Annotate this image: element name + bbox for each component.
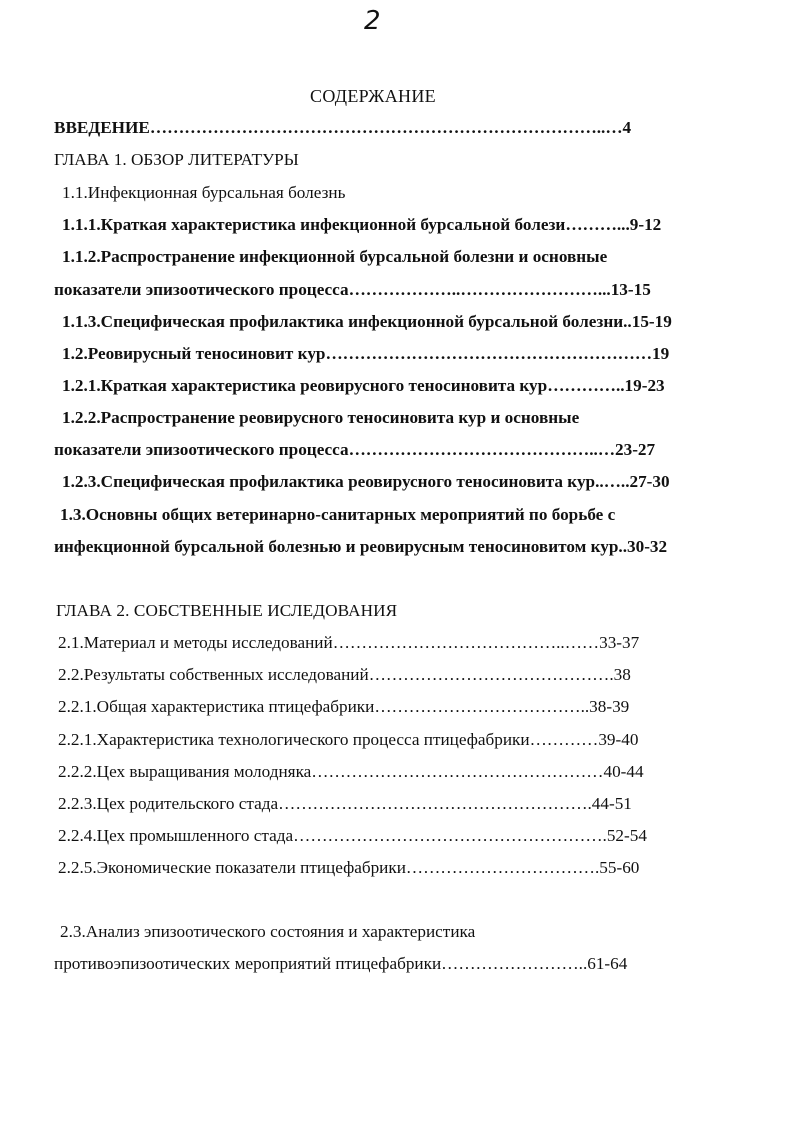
- toc-entry: 1.1.2.Распространение инфекционной бурсальной болезни и основные: [62, 247, 608, 266]
- toc-entry: 2.2.Результаты собственных исследований…………………………………….38: [58, 665, 631, 684]
- page-title: СОДЕРЖАНИЕ: [310, 86, 436, 106]
- toc-entry-continuation: инфекционной бурсальной болезнью и реовирусным теносиновитом кур..30-32: [54, 537, 668, 556]
- toc-entry-introduction: ВВЕДЕНИЕ……………………………………………………………………..…4: [54, 118, 632, 137]
- toc-entry: 2.2.3.Цех родительского стада……………………………………………….44-51: [58, 794, 632, 813]
- toc-chapter-2: ГЛАВА 2. СОБСТВЕННЫЕ ИСЛЕДОВАНИЯ: [56, 601, 398, 620]
- toc-entry: 2.2.1.Характеристика технологического процесса птицефабрики…………39-40: [58, 730, 639, 749]
- toc-entry: 1.2.3.Специфическая профилактика реовирусного теносиновита кур..…..27-30: [62, 472, 670, 491]
- toc-entry-continuation: противоэпизоотических мероприятий птицефабрики……………………..61-64: [54, 954, 628, 973]
- toc-entry: 1.1.Инфекционная бурсальная болезнь: [62, 183, 346, 202]
- toc-entry-continuation: показатели эпизоотического процесса………………..……………………...13-15: [54, 280, 651, 299]
- toc-entry: 2.2.2.Цех выращивания молодняка……………………………………………40-44: [58, 762, 644, 781]
- toc-entry: 2.1.Материал и методы исследований…………………………………..……33-37: [58, 633, 640, 652]
- toc-entry: 1.3.Основны общих ветеринарно-санитарных мероприятий по борьбе с: [60, 505, 616, 524]
- toc-entry: 2.2.1.Общая характеристика птицефабрики………………………………..38-39: [58, 697, 630, 716]
- toc-entry: 1.2.2.Распространение реовирусного теносиновита кур и основные: [62, 408, 580, 427]
- toc-entry: 1.2.1.Краткая характеристика реовирусного теносиновита кур…………..19-23: [62, 376, 665, 395]
- toc-entry: 2.2.4.Цех промышленного стада……………………………………………….52-54: [58, 826, 647, 845]
- toc-entry: 2.2.5.Экономические показатели птицефабрики…………………………….55-60: [58, 858, 640, 877]
- toc-entry: 1.1.1.Краткая характеристика инфекционной бурсальной болези………...9-12: [62, 215, 662, 234]
- toc-entry: 2.3.Анализ эпизоотического состояния и характеристика: [60, 922, 476, 941]
- toc-entry: 1.1.3.Специфическая профилактика инфекционной бурсальной болезни..15-19: [62, 312, 672, 331]
- page-number: 2: [364, 6, 381, 36]
- toc-entry-continuation: показатели эпизоотического процесса……………………………………..…23-27: [54, 440, 656, 459]
- toc-entry: 1.2.Реовирусный теносиновит кур…………………………………………………19: [62, 344, 670, 363]
- toc-chapter-1: ГЛАВА 1. ОБЗОР ЛИТЕРАТУРЫ: [54, 150, 299, 169]
